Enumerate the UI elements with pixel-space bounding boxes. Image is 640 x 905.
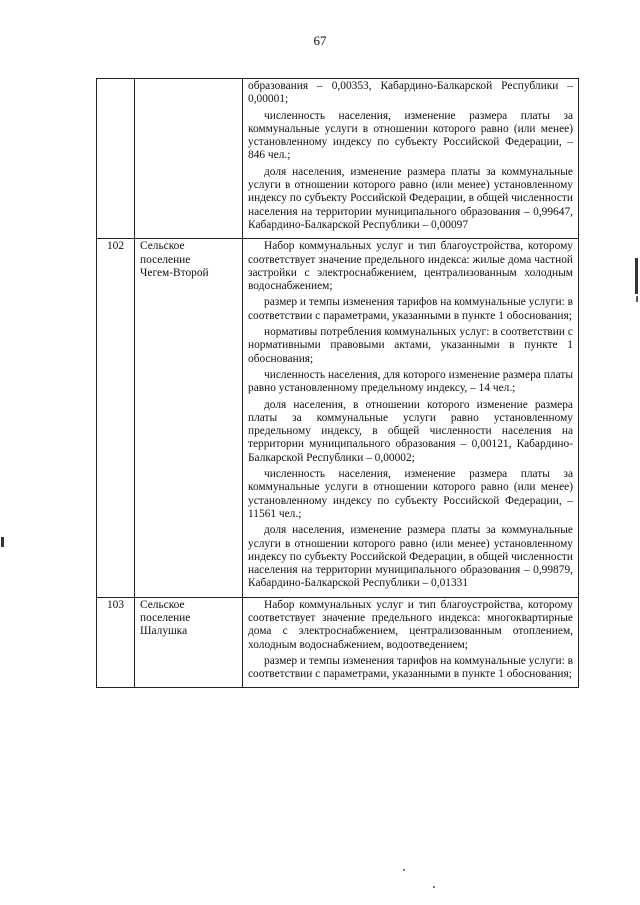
scan-mark-right — [635, 258, 638, 294]
table-row — [97, 239, 579, 597]
row-number: 102 — [97, 239, 135, 597]
row-number: 103 — [97, 597, 135, 688]
scan-speck — [433, 886, 435, 888]
description-paragraph: Набор коммунальных услуг и тип благоустройства, которому соответствует значение предельного индекса: многоквартирные дома с электроснабжением, централизованным отоплением, холодным водоснабжением, водоотведением; — [248, 598, 573, 651]
description-paragraph: нормативы потребления коммунальных услуг: в соответствии с нормативными правовыми актами, указанными в пункте 1 обоснования; — [248, 326, 573, 365]
settlement-name — [135, 79, 243, 239]
description-paragraph: доля населения, изменение размера платы за коммунальные услуги в отношении которого равно (или менее) установленному индексу по субъекту Российской Федерации, в общей численности населения на территории муниципального образования – 0,99879, Кабардино-Балкарской Республики – 0,01331 — [248, 524, 573, 590]
page-number: 67 — [313, 33, 327, 48]
settlement-name-line: Сельское — [140, 598, 185, 611]
description-paragraph: размер и темпы изменения тарифов на коммунальные услуги: в соответствии с параметрами, указанными в пункте 1 обоснования; — [248, 654, 573, 681]
table-row — [97, 79, 579, 239]
settlement-name-line: поселение — [140, 611, 191, 624]
settlement-name — [135, 597, 243, 688]
description-paragraph: численность населения, изменение размера платы за коммунальные услуги в отношении которого равно (или менее) установленному индексу по субъекту Российской Федерации, – 11561 чел.; — [248, 468, 573, 520]
document-table — [96, 78, 579, 688]
table-body — [97, 79, 579, 688]
description-paragraph: численность населения, изменение размера платы за коммунальные услуги в отношении которого равно (или менее) установленному индексу по субъекту Российской Федерации, – 846 чел.; — [248, 109, 573, 162]
settlement-name-line: Шалушка — [140, 625, 188, 638]
settlement-name-line: Сельское — [140, 240, 185, 253]
description-paragraph: доля населения, изменение размера платы за коммунальные услуги в отношении которого равно (или менее) установленному индексу по субъекту Российской Федерации, в общей численности населения на территории муниципального образования – 0,99647, Кабардино-Балкарской Республики – 0,00097 — [248, 165, 573, 231]
settlement-name-line: Чегем-Второй — [140, 266, 209, 279]
settlement-name-line: поселение — [140, 253, 191, 266]
description-paragraph: размер и темпы изменения тарифов на коммунальные услуги: в соответствии с параметрами, указанными в пункте 1 обоснования; — [248, 296, 573, 322]
scan-mark-left — [1, 537, 4, 547]
description-paragraph: Набор коммунальных услуг и тип благоустройства, которому соответствует значение предельного индекса: жилые дома частной застройки с электроснабжением, централизованным холодным водоснабжением; — [248, 240, 573, 293]
scan-speck — [403, 869, 405, 871]
settlement-name — [135, 239, 243, 597]
row-number — [97, 79, 135, 239]
description-paragraph: образования – 0,00353, Кабардино-Балкарской Республики – 0,00001; — [248, 80, 573, 106]
description-paragraph: доля населения, в отношении которого изменение размера платы за коммунальные услуги равно установленному предельному индексу, в общей численности населения на территории муниципального образования – 0,00121, Кабардино-Балкарской Республики – 0,00002; — [248, 398, 573, 464]
scan-mark-right-small — [636, 296, 638, 302]
description-cell — [243, 597, 579, 688]
table-row — [97, 597, 579, 688]
description-cell — [243, 79, 579, 239]
description-cell — [243, 239, 579, 597]
description-paragraph: численность населения, для которого изменение размера платы равно установленному предельному индексу, – 14 чел.; — [248, 368, 573, 395]
